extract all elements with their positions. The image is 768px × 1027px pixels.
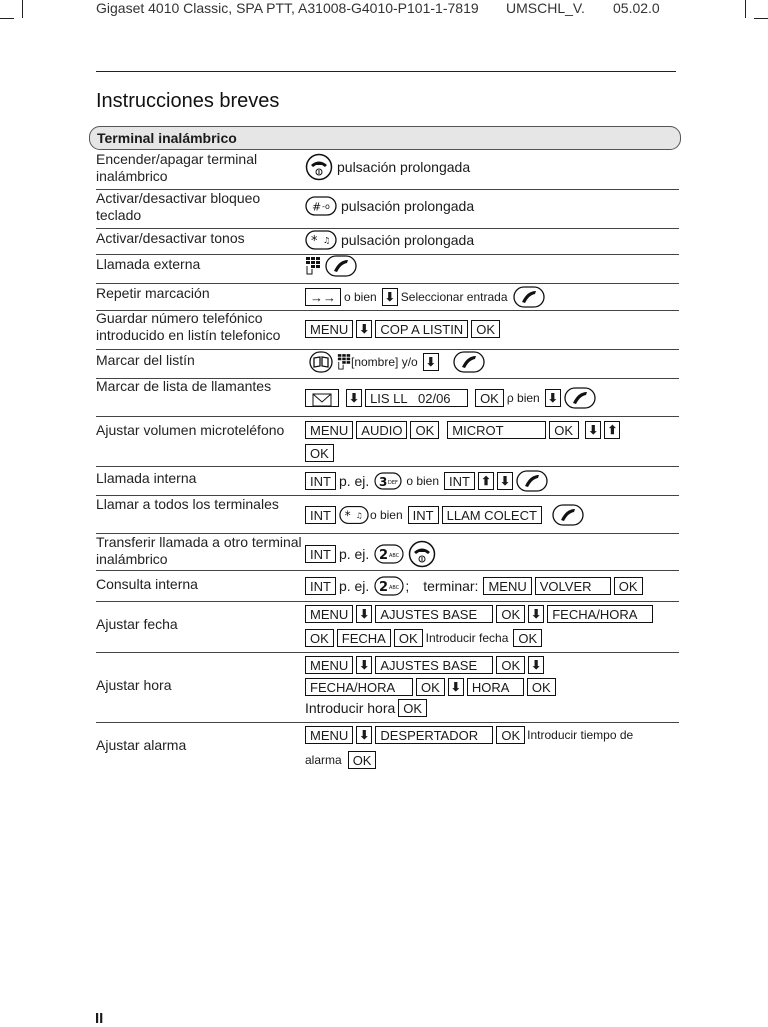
row-label: Llamada interna [96,470,197,486]
down-arrow-icon[interactable]: ⬇ [545,389,561,407]
row-label: Llamada externa [96,256,201,272]
row-label: Marcar del listín [96,352,195,368]
row-label: Ajustar alarma [96,737,187,753]
int-key[interactable]: INT [305,472,336,490]
redial-key[interactable]: →→ [305,288,341,306]
svg-text:ABC: ABC [389,585,400,591]
digit-2-key-icon [374,544,404,564]
row-action [305,656,547,674]
menu-key[interactable]: MENU [305,605,353,623]
star-bell-icon [305,230,337,250]
table-row [96,653,679,723]
table-row [96,496,679,534]
table-row [96,284,679,311]
header-model: Gigaset 4010 Classic, SPA PTT, A31008-G4010-P101-1-7819 [96,0,479,16]
table-row [96,534,679,571]
ok-key[interactable]: OK [394,629,423,647]
row-action [305,540,440,568]
svg-text:-o: -o [322,202,330,211]
ok-key[interactable]: OK [398,699,427,717]
int-key[interactable]: INT [444,472,475,490]
copy-to-phonebook-key[interactable]: COP A LISTIN [375,320,468,338]
action-text: [nombre] y/o [351,355,418,369]
ok-key[interactable]: OK [513,629,542,647]
row-action [305,421,623,439]
ok-key[interactable]: OK [614,577,643,595]
handset-icon [552,504,584,526]
row-label: Repetir marcación [96,285,210,301]
down-arrow-icon[interactable]: ⬇ [346,389,362,407]
row-label: Activar/desactivar bloqueo teclado [96,190,261,223]
row-action-line2 [305,629,545,647]
caller-list-key[interactable]: LIS LL 02/06 [365,389,468,407]
base-settings-key[interactable]: AJUSTES BASE [375,656,493,674]
down-arrow-icon[interactable]: ⬇ [356,605,372,623]
table-row [96,602,679,653]
star-bell-icon [339,505,369,525]
crop-mark [745,0,746,18]
envelope-icon[interactable] [305,389,339,407]
row-label: Marcar de lista de llamantes [96,378,272,394]
row-action-line2 [305,751,379,769]
page-number: II [95,1010,104,1027]
action-text: p. ej. [338,578,370,594]
row-action [305,470,552,492]
keypad-icon [337,353,351,371]
svg-text:#: # [312,200,322,214]
table-row [96,467,679,496]
svg-text:3: 3 [379,475,388,489]
ok-key[interactable]: OK [305,629,334,647]
down-arrow-icon[interactable]: ⬇ [356,726,372,744]
action-text: ρ bien [506,391,540,405]
alarm-key[interactable]: DESPERTADOR [375,726,493,744]
down-arrow-icon[interactable]: ⬇ [423,353,439,371]
hash-lock-icon [305,196,337,216]
table-row [96,571,679,602]
row-label: Activar/desactivar tonos [96,230,245,246]
ok-key[interactable]: OK [475,389,504,407]
down-arrow-icon[interactable]: ⬇ [497,472,513,490]
handset-icon [453,351,485,373]
down-arrow-icon[interactable]: ⬇ [356,320,372,338]
row-label: Ajustar hora [96,677,172,693]
header-code: UMSCHL_V. [506,0,585,16]
row-action-line3 [305,699,430,717]
ok-key[interactable]: OK [416,678,445,696]
row-action-line2 [305,444,337,462]
int-key[interactable]: INT [408,506,439,524]
digit-3-key-icon [374,472,402,490]
menu-key[interactable]: MENU [483,577,531,595]
table-row [96,150,679,190]
table-row [96,379,679,417]
up-arrow-icon[interactable]: ⬆ [478,472,494,490]
down-arrow-icon[interactable]: ⬇ [585,421,601,439]
menu-key[interactable]: MENU [305,656,353,674]
row-action [305,387,600,409]
row-label: Transferir llamada a otro terminal inalámbrico [96,534,302,567]
action-text: terminar: [423,578,479,594]
ok-key[interactable]: OK [305,444,334,462]
table-row [96,723,679,770]
int-key[interactable]: INT [305,545,336,563]
ok-key[interactable]: OK [496,605,525,623]
row-action [305,255,361,277]
row-action-line2 [305,678,559,696]
action-text: o bien [344,290,377,304]
down-arrow-icon[interactable]: ⬇ [356,656,372,674]
row-label: Ajustar fecha [96,616,178,632]
menu-key[interactable]: MENU [305,726,353,744]
row-action [305,153,475,181]
svg-text:♫: ♫ [355,510,363,520]
date-time-key[interactable]: FECHA/HORA [547,605,653,623]
down-arrow-icon[interactable]: ⬇ [528,605,544,623]
section-banner-label: Terminal inalámbrico [97,130,237,146]
date-key[interactable]: FECHA [337,629,391,647]
audio-key[interactable]: AUDIO [356,421,407,439]
table-row [96,255,679,284]
row-action [305,286,549,308]
table-row [96,229,679,255]
crop-mark [754,18,768,19]
row-label: Encender/apagar terminal inalámbrico [96,151,258,184]
row-action [305,320,503,338]
action-text: ; [405,578,410,594]
date-time-key[interactable]: FECHA/HORA [305,678,413,696]
row-action [305,196,479,216]
table-row [96,350,679,379]
svg-text:*: * [311,234,318,249]
row-action [305,726,638,744]
action-text: Seleccionar entrada [400,290,508,304]
row-action [305,605,656,623]
row-action [305,504,588,526]
handset-icon [513,286,545,308]
handset-icon [564,387,596,409]
ok-key[interactable]: OK [348,751,377,769]
digit-2-key-icon [374,576,404,596]
svg-text:ABC: ABC [389,553,400,559]
down-arrow-icon[interactable]: ⬇ [382,288,398,306]
handset-volume-key[interactable]: MICROT [447,421,546,439]
svg-text:DEF: DEF [388,480,399,486]
row-label: Llamar a todos los terminales [96,496,279,512]
down-arrow-icon[interactable]: ⬇ [448,678,464,696]
svg-text:2: 2 [379,548,389,563]
action-text: pulsación prolongada [337,159,471,175]
action-text: p. ej. [338,546,370,562]
action-text: o bien [406,474,440,488]
crop-mark [22,0,23,18]
ok-key[interactable]: OK [496,656,525,674]
table-row [96,417,679,467]
menu-key[interactable]: MENU [305,320,353,338]
header-rule [96,71,676,72]
ok-key[interactable]: OK [527,678,556,696]
table-row [96,190,679,229]
header-date: 05.02.0 [613,0,660,16]
row-label: Ajustar volumen microteléfono [96,422,285,438]
row-label: Consulta interna [96,576,198,592]
end-call-icon [408,540,436,568]
ok-key[interactable]: OK [471,320,500,338]
action-text: alarma [305,753,342,767]
end-call-icon [305,153,333,181]
int-key[interactable]: INT [305,506,336,524]
down-arrow-icon[interactable]: ⬇ [528,656,544,674]
table-row [96,311,679,350]
ok-key[interactable]: OK [549,421,579,439]
svg-text:*: * [344,508,351,523]
int-key[interactable]: INT [305,577,336,595]
menu-key[interactable]: MENU [305,421,353,439]
phonebook-icon [309,351,333,373]
action-text: p. ej. [338,473,370,489]
section-banner [89,126,681,150]
svg-text:2: 2 [379,580,389,595]
time-key[interactable]: HORA [467,678,524,696]
up-arrow-icon[interactable]: ⬆ [604,421,620,439]
ok-key[interactable]: OK [496,726,525,744]
action-text: Introducir tiempo de [527,728,634,742]
ok-key[interactable]: OK [410,421,439,439]
handset-icon [516,470,548,492]
row-action [309,351,489,373]
handset-icon [325,255,357,277]
row-action [305,576,646,596]
action-text: Introducir hora [305,700,396,716]
svg-text:♫: ♫ [323,236,331,245]
action-text: o bien [369,508,403,522]
row-action [305,230,479,250]
action-text: pulsación prolongada [341,232,475,248]
page-title: Instrucciones breves [96,90,280,112]
row-label: Guardar número telefónico introducido en listín telefonico [96,310,281,343]
call-all-key[interactable]: LLAM COLECT [442,506,542,524]
action-text: Introducir fecha [425,631,509,645]
crop-mark [0,18,14,19]
base-settings-key[interactable]: AJUSTES BASE [375,605,493,623]
keypad-icon [305,256,321,276]
action-text: pulsación prolongada [341,198,475,214]
back-key[interactable]: VOLVER [535,577,611,595]
